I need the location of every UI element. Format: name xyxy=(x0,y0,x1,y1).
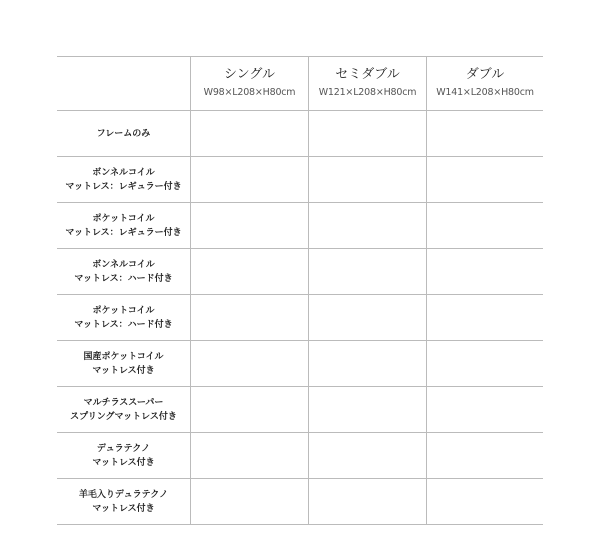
table-cell xyxy=(426,295,543,340)
row-label-cell xyxy=(57,479,190,524)
table-cell xyxy=(308,249,426,294)
table-cell xyxy=(190,203,308,248)
table-cell xyxy=(190,111,308,156)
row-label-line1: ボンネルコイル xyxy=(92,167,155,178)
header-double xyxy=(426,57,543,110)
table-cell xyxy=(190,433,308,478)
row-label-line1: マルチラススーパー xyxy=(83,397,164,408)
table-cell xyxy=(308,295,426,340)
table-cell xyxy=(190,157,308,202)
table-cell xyxy=(190,479,308,524)
row-label-cell xyxy=(57,387,190,432)
header-single xyxy=(190,57,308,110)
row-label-line2: スプリングマットレス付き xyxy=(70,411,177,422)
row-label-line1: フレームのみ xyxy=(96,128,151,139)
size-dimensions: W98×L208×H80cm xyxy=(203,87,296,98)
table-cell xyxy=(190,387,308,432)
size-name: ダブル xyxy=(465,67,505,82)
row-label-line2: マットレス：ハード付き xyxy=(74,273,173,284)
table-header-row xyxy=(57,56,543,111)
header-empty-cell xyxy=(57,57,190,110)
header-semi-double xyxy=(308,57,426,110)
row-label-line2: マットレス：ハード付き xyxy=(74,319,173,330)
row-label-line2: マットレス付き xyxy=(92,503,155,514)
table-cell xyxy=(426,111,543,156)
row-label-cell xyxy=(57,203,190,248)
table-row xyxy=(57,157,543,203)
row-label-line1: ボンネルコイル xyxy=(92,259,155,270)
size-name: セミダブル xyxy=(335,67,400,82)
row-label-line2: マットレス：レギュラー付き xyxy=(65,227,182,238)
table-row xyxy=(57,249,543,295)
row-label-cell xyxy=(57,249,190,294)
table-cell xyxy=(308,157,426,202)
table-cell xyxy=(308,341,426,386)
table-cell xyxy=(308,433,426,478)
row-label-line2: マットレス：レギュラー付き xyxy=(65,181,182,192)
table-row xyxy=(57,203,543,249)
table-cell xyxy=(308,111,426,156)
row-label-cell xyxy=(57,111,190,156)
row-label-cell xyxy=(57,433,190,478)
row-label-cell xyxy=(57,157,190,202)
table-cell xyxy=(426,479,543,524)
table-cell xyxy=(308,479,426,524)
size-dimensions: W121×L208×H80cm xyxy=(318,87,417,98)
row-label-line1: ポケットコイル xyxy=(92,213,155,224)
row-label-cell xyxy=(57,295,190,340)
table-cell xyxy=(190,295,308,340)
table-cell xyxy=(190,341,308,386)
row-label-line1: 国産ポケットコイル xyxy=(83,351,164,362)
table-cell xyxy=(426,341,543,386)
row-label-line2: マットレス付き xyxy=(92,365,155,376)
table-cell xyxy=(426,203,543,248)
row-label-line2: マットレス付き xyxy=(92,457,155,468)
row-label-line1: ポケットコイル xyxy=(92,305,155,316)
table-cell xyxy=(308,387,426,432)
row-label-line1: デュラテクノ xyxy=(96,443,151,454)
table-cell xyxy=(308,203,426,248)
size-dimensions: W141×L208×H80cm xyxy=(436,87,534,98)
table-cell xyxy=(426,433,543,478)
table-row xyxy=(57,479,543,525)
table-row xyxy=(57,341,543,387)
size-name: シングル xyxy=(223,67,276,82)
table-cell xyxy=(190,249,308,294)
row-label-cell xyxy=(57,341,190,386)
table-cell xyxy=(426,157,543,202)
table-cell xyxy=(426,387,543,432)
table-cell xyxy=(426,249,543,294)
table-row xyxy=(57,387,543,433)
table-row xyxy=(57,111,543,157)
comparison-table xyxy=(57,56,543,525)
table-row xyxy=(57,433,543,479)
table-row xyxy=(57,295,543,341)
row-label-line1: 羊毛入りデュラテクノ xyxy=(78,489,169,500)
